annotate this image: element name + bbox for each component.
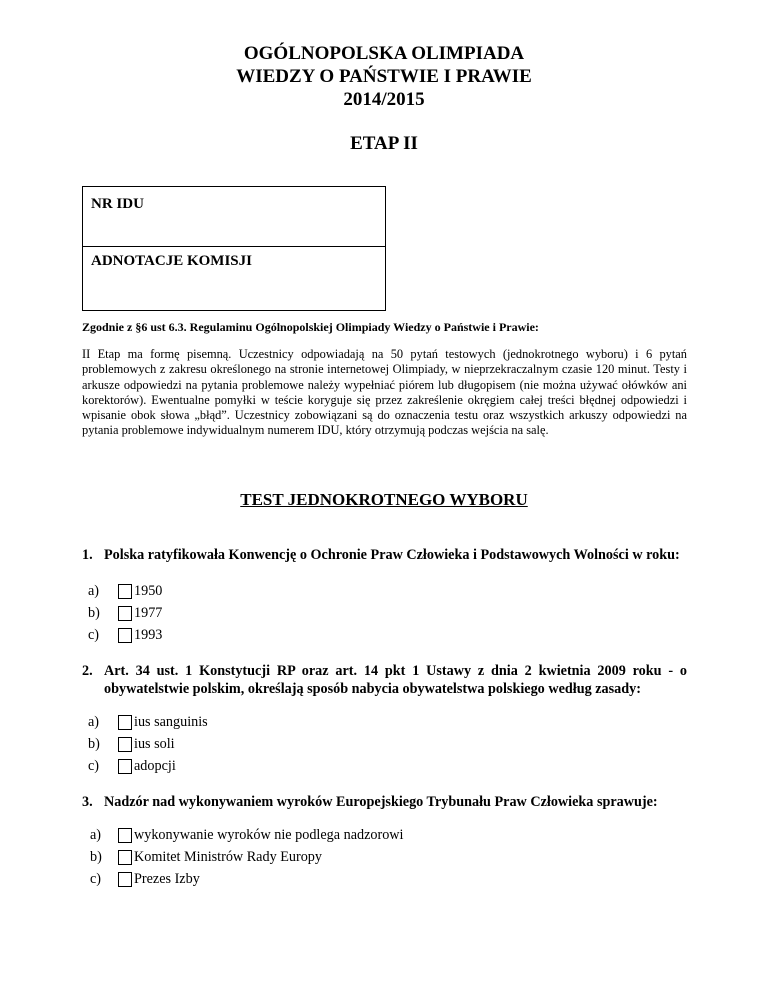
regulation-heading: Zgodnie z §6 ust 6.3. Regulaminu Ogólnopolskiej Olimpiady Wiedzy o Państwie i Prawie: (82, 320, 539, 334)
q2-option-b[interactable] (88, 736, 175, 753)
option-label: adopcji (134, 758, 176, 774)
checkbox[interactable] (118, 828, 132, 843)
nr-idu-field[interactable] (83, 187, 385, 247)
option-label: Prezes Izby (134, 871, 200, 887)
title-line-1: OGÓLNOPOLSKA OLIMPIADA (243, 43, 525, 64)
checkbox[interactable] (118, 628, 132, 643)
q2-option-a[interactable] (88, 714, 208, 731)
checkbox[interactable] (118, 584, 132, 599)
q3-option-a[interactable] (90, 827, 404, 844)
question-3 (82, 793, 687, 811)
option-label: Komitet Ministrów Rady Europy (134, 849, 322, 865)
option-letter: b) (88, 605, 100, 621)
option-letter: b) (90, 849, 102, 865)
title-line-3: 2014/2015 (343, 89, 425, 110)
question-text: Nadzór nad wykonywaniem wyroków Europejskiego Trybunału Praw Człowieka sprawuje: (104, 794, 658, 810)
q3-option-b[interactable] (90, 849, 322, 866)
checkbox[interactable] (118, 715, 132, 730)
question-number: 1. (82, 547, 93, 563)
title-line-2: WIEDZY O PAŃSTWIE I PRAWIE (236, 66, 532, 87)
adnotacje-label: ADNOTACJE KOMISJI (91, 253, 252, 269)
option-letter: c) (90, 871, 102, 887)
option-label: 1950 (134, 583, 163, 599)
question-1 (82, 546, 687, 564)
q3-option-c[interactable] (90, 871, 200, 888)
option-letter: b) (88, 736, 100, 752)
question-text: Art. 34 ust. 1 Konstytucji RP oraz art. 14 pkt 1 Ustawy z dnia 2 kwietnia 2009 roku - o obywatelstwie polskim, określają sposób nabycia obywatelstwa polskiego według zasady: (104, 663, 687, 697)
question-number: 2. (82, 663, 93, 679)
option-letter: c) (88, 758, 100, 774)
option-letter: a) (88, 583, 100, 599)
option-letter: c) (88, 627, 100, 643)
option-letter: a) (88, 714, 100, 730)
option-letter: a) (90, 827, 102, 843)
question-number: 3. (82, 794, 93, 810)
option-label: 1977 (134, 605, 163, 621)
checkbox[interactable] (118, 759, 132, 774)
checkbox[interactable] (118, 850, 132, 865)
q1-option-c[interactable] (88, 627, 162, 644)
section-title: TEST JEDNOKROTNEGO WYBORU (240, 490, 528, 509)
adnotacje-field[interactable] (83, 247, 385, 311)
checkbox[interactable] (118, 606, 132, 621)
q1-option-b[interactable] (88, 605, 162, 622)
option-label: ius soli (134, 736, 175, 752)
checkbox[interactable] (118, 872, 132, 887)
option-label: ius sanguinis (134, 714, 208, 730)
q1-option-a[interactable] (88, 583, 162, 600)
id-box (82, 186, 386, 311)
option-label: wykonywanie wyroków nie podlega nadzorowi (134, 827, 404, 843)
stage-title: ETAP II (350, 133, 418, 154)
checkbox[interactable] (118, 737, 132, 752)
q2-option-c[interactable] (88, 758, 176, 775)
question-text: Polska ratyfikowała Konwencję o Ochronie Praw Człowieka i Podstawowych Wolności w roku: (104, 547, 680, 563)
question-2 (82, 662, 687, 698)
option-label: 1993 (134, 627, 163, 643)
nr-idu-label: NR IDU (91, 196, 144, 212)
regulation-text: II Etap ma formę pisemną. Uczestnicy odpowiadają na 50 pytań testowych (jednokrotnego wyboru) i 6 pytań problemowych z zakresu określonego na stronie internetowej Olimpiady, w nieprzekraczalnym czasie 120 minut. Testy i arkusze odpowiedzi na pytania problemowe należy wypełniać piórem lub długopisem (nie można używać ołówków ani korektorów). Ewentualne pomyłki w teście koryguje się przez zakreślenie okręgiem całej treści błędnej odpowiedzi i wpisanie obok słowa „błąd”. Uczestnicy zobowiązani są do oznaczenia testu oraz wszystkich arkuszy odpowiedzi na pytania problemowe indywidualnym numerem IDU, który otrzymują podczas wejścia na salę. (82, 347, 687, 438)
